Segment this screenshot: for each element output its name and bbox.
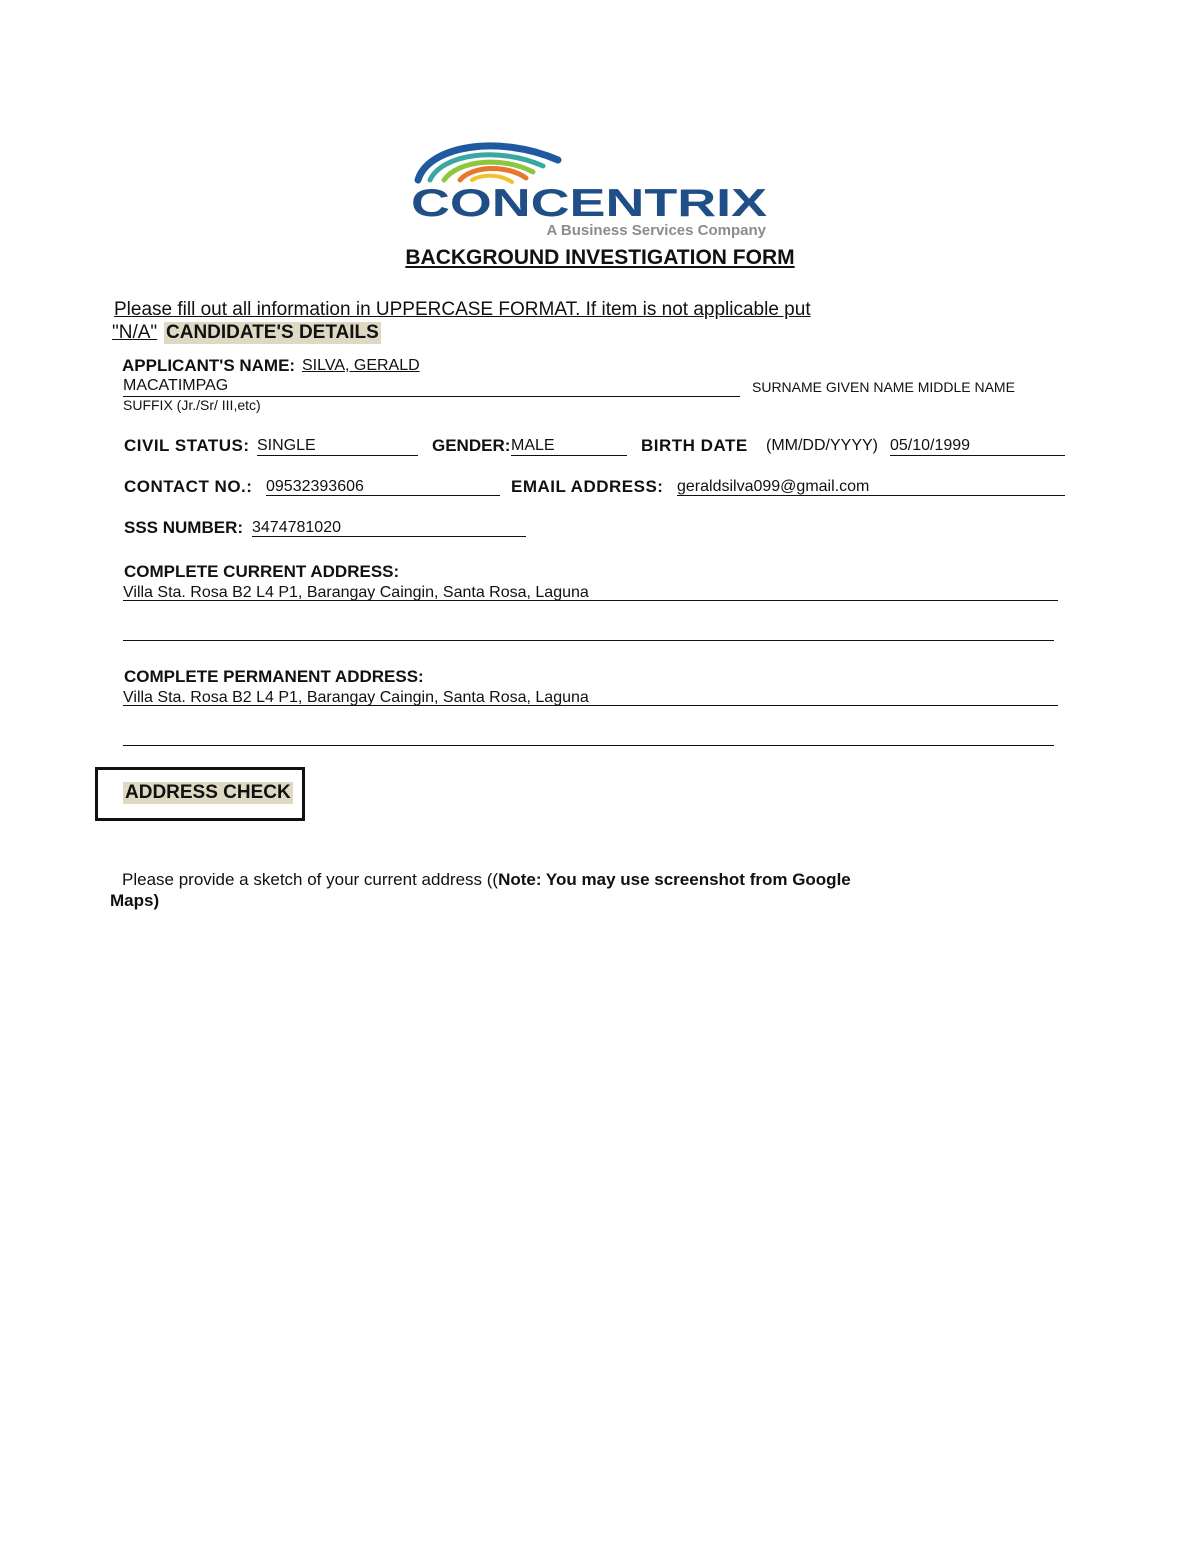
sketch-note-continued: Maps) bbox=[110, 891, 160, 910]
sss-number-label: SSS NUMBER: bbox=[124, 518, 244, 537]
gender-label: GENDER: bbox=[432, 436, 511, 455]
contact-number-value[interactable]: 09532393606 bbox=[266, 478, 364, 495]
contact-number-underline bbox=[266, 495, 500, 496]
suffix-hint: SUFFIX (Jr./Sr/ III,etc) bbox=[123, 397, 261, 413]
address-check-box bbox=[95, 767, 305, 821]
sketch-prompt-text: Please provide a sketch of your current address (( bbox=[122, 870, 499, 889]
permanent-address-underline bbox=[123, 705, 1058, 706]
current-address-label: COMPLETE CURRENT ADDRESS: bbox=[124, 562, 400, 581]
name-parts-hint: SURNAME GIVEN NAME MIDDLE NAME bbox=[752, 379, 1015, 395]
permanent-address-line-2[interactable] bbox=[123, 745, 1054, 746]
birth-date-underline bbox=[890, 455, 1065, 456]
contact-number-label: CONTACT NO.: bbox=[124, 477, 253, 496]
section-heading-address-check: ADDRESS CHECK bbox=[125, 782, 291, 803]
email-address-label: EMAIL ADDRESS: bbox=[511, 477, 664, 496]
sss-number-value[interactable]: 3474781020 bbox=[252, 519, 341, 536]
instructions-na: "N/A" bbox=[112, 322, 158, 343]
company-logo bbox=[408, 136, 774, 240]
sketch-area[interactable] bbox=[110, 930, 1070, 1490]
current-address-underline bbox=[123, 600, 1058, 601]
birth-date-format: (MM/DD/YYYY) bbox=[766, 437, 878, 454]
sketch-prompt bbox=[122, 870, 851, 890]
current-address-value[interactable]: Villa Sta. Rosa B2 L4 P1, Barangay Caingin, Santa Rosa, Laguna bbox=[123, 584, 589, 601]
instructions-text: Please fill out all information in UPPERCASE FORMAT. If item is not applicable put bbox=[114, 299, 811, 320]
gender-underline bbox=[511, 455, 627, 456]
civil-status-value[interactable]: SINGLE bbox=[257, 437, 316, 454]
applicant-name-value[interactable]: SILVA, GERALD bbox=[302, 357, 420, 374]
sss-number-underline bbox=[252, 536, 526, 537]
logo-swoosh bbox=[418, 146, 558, 182]
civil-status-label: CIVIL STATUS: bbox=[124, 436, 250, 455]
birth-date-value[interactable]: 05/10/1999 bbox=[890, 437, 971, 454]
civil-status-underline bbox=[257, 455, 418, 456]
email-address-underline bbox=[677, 495, 1065, 496]
section-heading-candidate-details: CANDIDATE'S DETAILS bbox=[166, 322, 379, 343]
logo-tagline: A Business Services Company bbox=[546, 222, 766, 239]
applicant-name-label: APPLICANT'S NAME: bbox=[122, 356, 296, 375]
email-address-value[interactable]: geraldsilva099@gmail.com bbox=[677, 478, 870, 495]
permanent-address-label: COMPLETE PERMANENT ADDRESS: bbox=[124, 667, 424, 686]
logo-wordmark: CONCENTRIX bbox=[411, 182, 767, 225]
sketch-note: Note: You may use screenshot from Google bbox=[498, 870, 851, 889]
permanent-address-value[interactable]: Villa Sta. Rosa B2 L4 P1, Barangay Caingin, Santa Rosa, Laguna bbox=[123, 689, 589, 706]
birth-date-label: BIRTH DATE bbox=[641, 436, 748, 455]
gender-value[interactable]: MALE bbox=[511, 437, 555, 454]
applicant-name-value-continued[interactable]: MACATIMPAG bbox=[123, 377, 229, 394]
current-address-line-2[interactable] bbox=[123, 640, 1054, 641]
form-title: BACKGROUND INVESTIGATION FORM bbox=[405, 246, 795, 269]
